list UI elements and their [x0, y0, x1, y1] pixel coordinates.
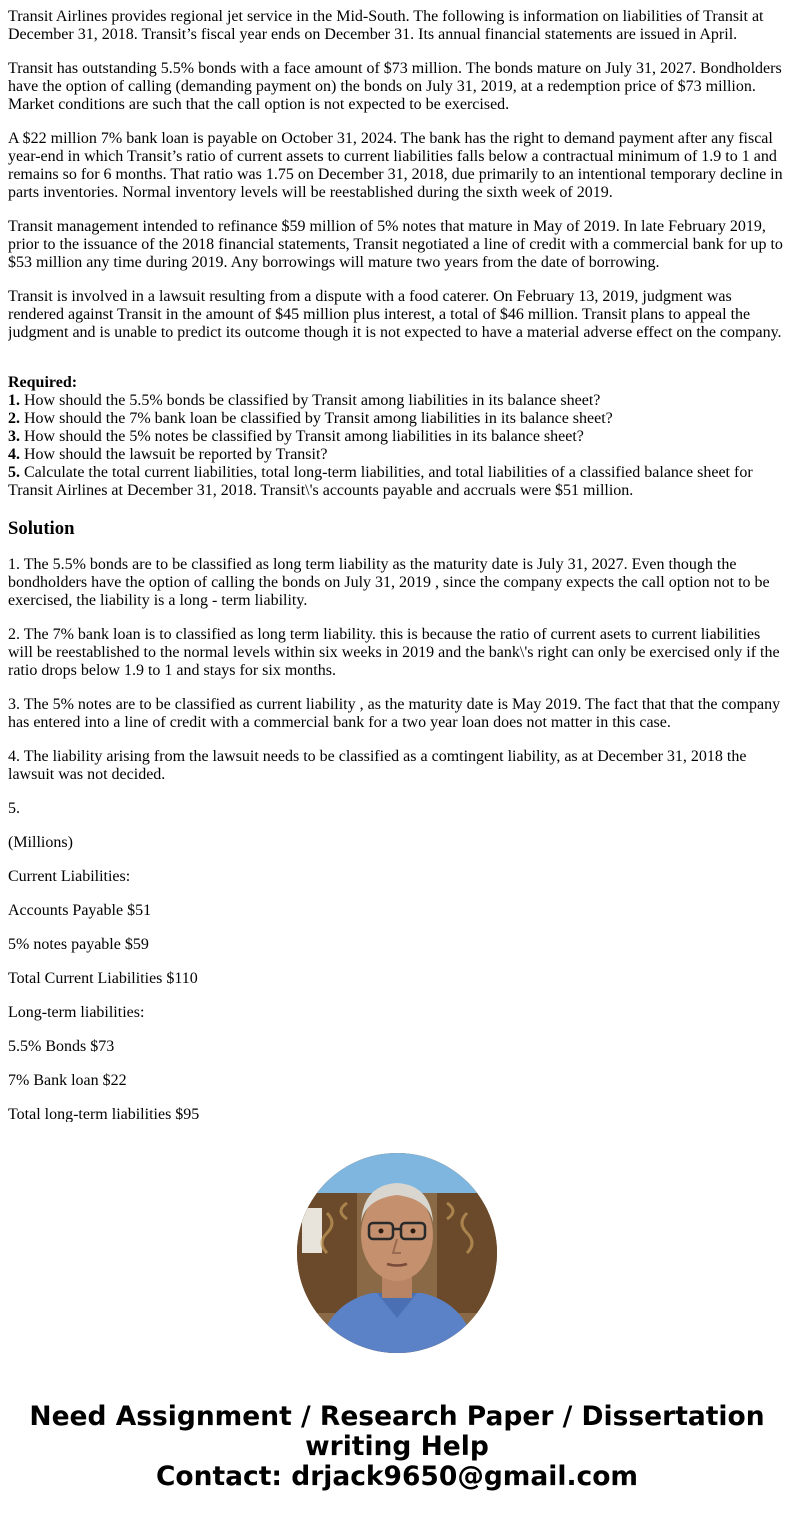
- solution-body: [8, 556, 786, 1122]
- solution-heading: Solution: [8, 518, 75, 539]
- solution-paragraph: Current Liabilities:: [8, 868, 131, 885]
- solution-paragraph: Accounts Payable $51: [8, 902, 152, 919]
- problem-paragraph-2: Transit has outstanding 5.5% bonds with a face amount of $73 million. The bonds mature on July 31, 2027. Bondholders have the option of calling (demanding payment on) the bonds on July 31, 2019, at a redemption price of $73 million. Market conditions are such that the call option is not expected to be exercised.: [8, 60, 782, 113]
- solution-paragraph: Total Current Liabilities $110: [8, 970, 198, 987]
- problem-paragraph-4: Transit management intended to refinance $59 million of 5% notes that mature in May of 2019. In late February 2019, prior to the issuance of the 2018 financial statements, Transit negotiated a line of credit with a commercial bank for up to $53 million any time during 2019. Any borrowings will mature two years from the date of borrowing.: [8, 218, 783, 271]
- contact-email: Contact: drjack9650@gmail.com: [155, 1461, 639, 1492]
- solution-paragraph: 1. The 5.5% bonds are to be classified as long term liability as the maturity date is July 31, 2027. Even though the bondholders have the option of calling the bonds on July 31, 2019 , since the company expects the call option not to be exercised, the liability is a long - term liability.: [8, 556, 770, 609]
- footer-line: writing Help: [305, 1431, 489, 1462]
- solution-paragraph: 2. The 7% bank loan is to classified as long term liability. this is because the ratio of current asets to current liabilities will be reestablished to the normal levels within six weeks in 2019 and the bank\'s right can only be exercised only if the ratio drops below 1.9 to 1 and stays for six months.: [8, 626, 780, 679]
- required-item: 1. How should the 5.5% bonds be classified by Transit among liabilities in its balance sheet?: [8, 392, 601, 409]
- contact-footer: [0, 1402, 794, 1492]
- problem-paragraph-1: Transit Airlines provides regional jet service in the Mid-South. The following is information on liabilities of Transit at December 31, 2018. Transit’s fiscal year ends on December 31. Its annual financial statements are issued in April.: [8, 8, 764, 43]
- solution-paragraph: 5% notes payable $59: [8, 936, 149, 953]
- required-item: 5. Calculate the total current liabilities, total long-term liabilities, and total liabilities of a classified balance sheet for Transit Airlines at December 31, 2018. Transit\'s accounts payable and accruals were $51 million.: [8, 464, 753, 499]
- solution-paragraph: 7% Bank loan $22: [8, 1072, 127, 1089]
- solution-paragraph: 3. The 5% notes are to be classified as current liability , as the maturity date is May 2019. The fact that that the company has entered into a line of credit with a commercial bank for a two year loan does not matter in this case.: [8, 696, 781, 731]
- author-portrait-image: [297, 1153, 497, 1353]
- solution-paragraph: Long-term liabilities:: [8, 1004, 145, 1021]
- solution-paragraph: 4. The liability arising from the lawsuit needs to be classified as a comtingent liability, as at December 31, 2018 the lawsuit was not decided.: [8, 748, 747, 783]
- required-item: 4. How should the lawsuit be reported by Transit?: [8, 446, 328, 463]
- problem-paragraph-5: Transit is involved in a lawsuit resulting from a dispute with a food caterer. On February 13, 2019, judgment was rendered against Transit in the amount of $45 million plus interest, a total of $46 million. Transit plans to appeal the judgment and is unable to predict its outcome though it is not expected to have a material adverse effect on the company.: [8, 288, 782, 341]
- required-section: [8, 374, 786, 500]
- solution-paragraph: (Millions): [8, 834, 73, 851]
- problem-paragraph-3: A $22 million 7% bank loan is payable on October 31, 2024. The bank has the right to demand payment after any fiscal year-end in which Transit’s ratio of current assets to current liabilities falls below a contractual minimum of 1.9 to 1 and remains so for 6 months. That ratio was 1.75 on December 31, 2018, due primarily to an intentional temporary decline in parts inventories. Normal inventory levels will be reestablished during the sixth week of 2019.: [8, 130, 783, 201]
- solution-paragraph: 5.: [8, 800, 20, 817]
- document-content: [8, 0, 786, 1122]
- author-avatar: [297, 1153, 497, 1353]
- required-item: 2. How should the 7% bank loan be classified by Transit among liabilities in its balance sheet?: [8, 410, 613, 427]
- required-label: Required:: [8, 374, 78, 391]
- footer-line: Need Assignment / Research Paper / Dissertation: [29, 1401, 765, 1432]
- required-item: 3. How should the 5% notes be classified by Transit among liabilities in its balance sheet?: [8, 428, 584, 445]
- solution-paragraph: 5.5% Bonds $73: [8, 1038, 115, 1055]
- solution-paragraph: Total long-term liabilities $95: [8, 1106, 200, 1122]
